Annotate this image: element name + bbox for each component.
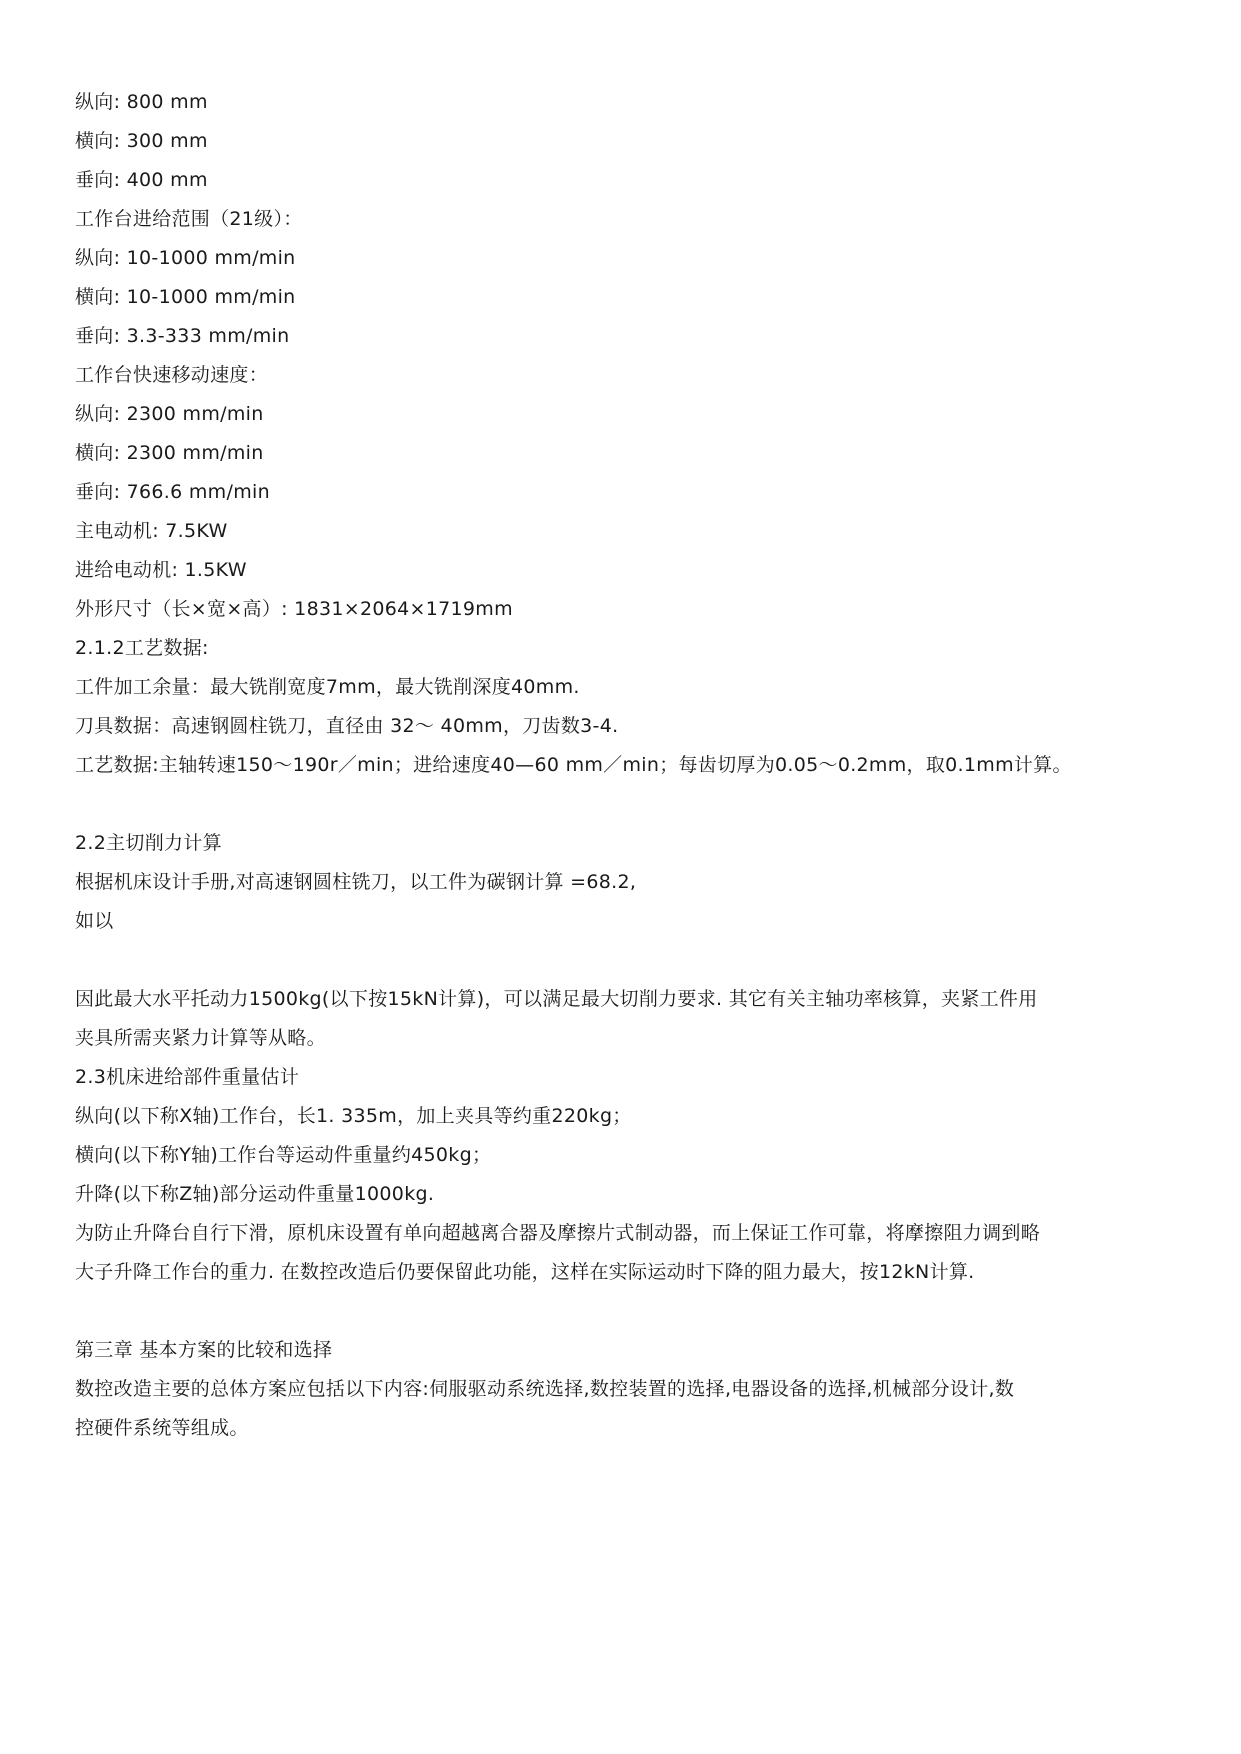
text-line: 横向: 10-1000 mm/min: [75, 286, 296, 308]
text-line: 外形尺寸（长×宽×高）: 1831×2064×1719mm: [75, 598, 513, 620]
text-line: 主电动机: 7.5KW: [75, 520, 228, 542]
text-line: 如以: [75, 910, 114, 932]
document-page: [75, 83, 1175, 1448]
text-line: 横向: 300 mm: [75, 130, 208, 152]
text-line: 大子升降工作台的重力. 在数控改造后仍要保留此功能，这样在实际运动时下降的阻力最大，按12kN计算.: [75, 1261, 975, 1283]
text-line: 工艺数据:主轴转速150～190r／min；进给速度40—60 mm／min；每齿切厚为0.05～0.2mm，取0.1mm计算。: [75, 754, 1072, 776]
text-line: 横向(以下称Y轴)工作台等运动件重量约450kg；: [75, 1144, 492, 1166]
paragraph-gap: [75, 941, 1175, 980]
text-line: 升降(以下称Z轴)部分运动件重量1000kg.: [75, 1183, 435, 1205]
text-line: 控硬件系统等组成。: [75, 1417, 249, 1439]
paragraph-gap: [75, 785, 1175, 824]
paragraph-gap: [75, 1292, 1175, 1331]
text-line: 工件加工余量：最大铣削宽度7mm，最大铣削深度40mm.: [75, 676, 580, 698]
section-heading: 2.1.2工艺数据:: [75, 637, 209, 659]
section-heading: 2.2主切削力计算: [75, 832, 222, 854]
text-line: 纵向(以下称X轴)工作台，长1. 335m，加上夹具等约重220kg；: [75, 1105, 632, 1127]
text-line: 夹具所需夹紧力计算等从略。: [75, 1027, 326, 1049]
text-line: 垂向: 3.3-333 mm/min: [75, 325, 290, 347]
text-line: 纵向: 2300 mm/min: [75, 403, 264, 425]
text-line: 为防止升降台自行下滑，原机床设置有单向超越离合器及摩擦片式制动器，而上保证工作可靠，将摩擦阻力调到略: [75, 1222, 1041, 1244]
text-line: 数控改造主要的总体方案应包括以下内容:伺服驱动系统选择,数控装置的选择,电器设备的选择,机械部分设计,数: [75, 1378, 1015, 1400]
text-line: 横向: 2300 mm/min: [75, 442, 264, 464]
text-line: 垂向: 400 mm: [75, 169, 208, 191]
text-line: 根据机床设计手册,对高速钢圆柱铣刀，以工件为碳钢计算 =68.2,: [75, 871, 637, 893]
text-line: 工作台快速移动速度：: [75, 364, 269, 386]
text-line: 因此最大水平托动力1500kg(以下按15kN计算)，可以满足最大切削力要求. 其它有关主轴功率核算，夹紧工件用: [75, 988, 1038, 1010]
text-line: 刀具数据：高速钢圆柱铣刀，直径由 32～ 40mm，刀齿数3-4.: [75, 715, 619, 737]
text-line: 进给电动机: 1.5KW: [75, 559, 247, 581]
chapter-heading: 第三章 基本方案的比较和选择: [75, 1339, 333, 1361]
text-line: 纵向: 10-1000 mm/min: [75, 247, 296, 269]
text-line: 纵向: 800 mm: [75, 91, 208, 113]
text-line: 垂向: 766.6 mm/min: [75, 481, 270, 503]
section-heading: 2.3机床进给部件重量估计: [75, 1066, 300, 1088]
text-line: 工作台进给范围（21级）：: [75, 208, 303, 230]
